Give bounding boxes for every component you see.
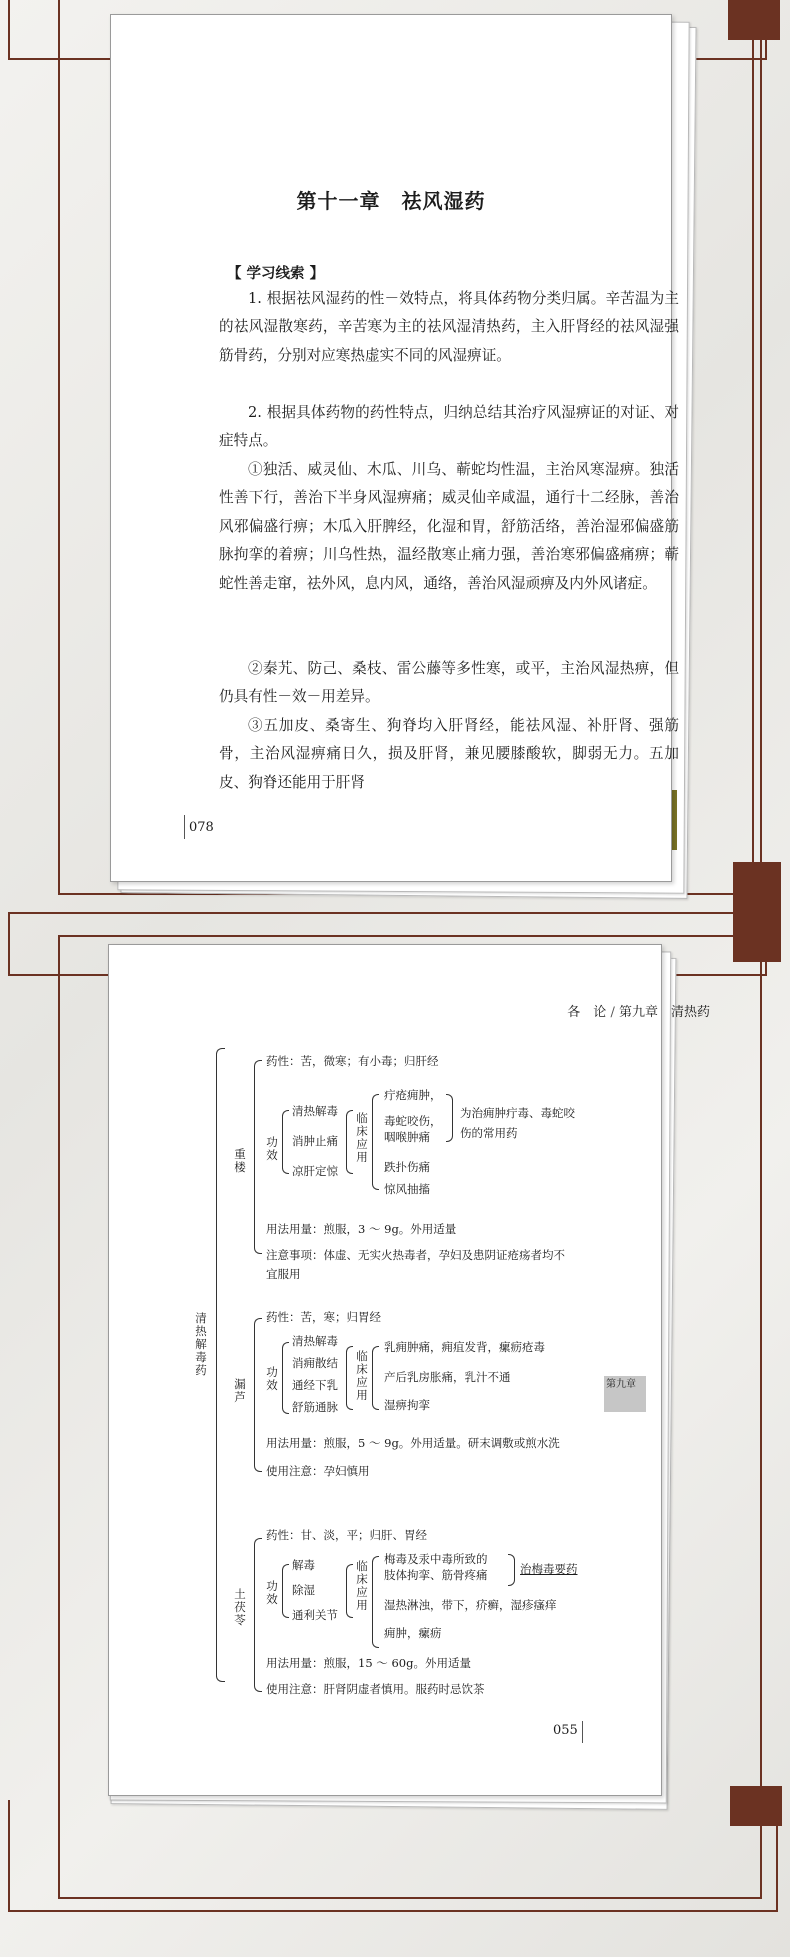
link-bracket: [346, 1564, 353, 1618]
herb-bracket: [254, 1318, 262, 1472]
uses-bracket: [372, 1346, 379, 1410]
header-separator: /: [610, 1005, 615, 1020]
paragraph-2: 2. 根据具体药物的药性特点，归纳总结其治疗风湿痹证的对证、对症特点。: [219, 404, 679, 450]
herb-property: 药性：苦，微寒；有小毒；归肝经: [266, 1054, 439, 1068]
herb-name: 漏芦: [234, 1377, 246, 1404]
header-chapter: 第九章 清热药: [618, 1005, 710, 1020]
dosage: 用法用量：煎服，15 ～ 60g。外用适量: [266, 1656, 471, 1670]
root-bracket: [216, 1048, 225, 1682]
chapter-side-tab: 第九章: [604, 1376, 646, 1412]
clinical-note: 为治痈肿疔毒、毒蛇咬伤的常用药: [460, 1106, 575, 1140]
link-bracket: [346, 1110, 353, 1174]
frame-corner: [733, 912, 781, 962]
chapter-title: 第十一章 祛风湿药: [296, 189, 486, 213]
clinical-use: 痈肿，瘰疬: [384, 1626, 442, 1640]
clinical-use: 肢体拘挛、筋骨疼痛: [384, 1568, 488, 1582]
clinical-use: 梅毒及汞中毒所致的: [384, 1552, 488, 1566]
page-number: 055: [553, 1723, 578, 1738]
paragraph-5: ③五加皮、桑寄生、狗脊均入肝肾经，能祛风湿、补肝肾、强筋骨，主治风湿痹痛日久，损及肝肾，兼见腰膝酸软，脚弱无力。五加皮、狗脊还能用于肝肾: [219, 717, 679, 791]
frame-corner: [730, 1786, 782, 1826]
caution: 注意事项：体虚、无实火热毒者，孕妇及患阴证疮疡者均不宜服用: [266, 1248, 565, 1281]
caution: 使用注意：孕妇慎用: [266, 1464, 370, 1478]
dosage: 用法用量：煎服，5 ～ 9g。外用适量。研末调敷或煎水洗: [266, 1436, 560, 1450]
section-heading: 【 学习线索 】: [227, 266, 325, 282]
efficacy-item: 凉肝定惊: [292, 1164, 338, 1178]
herb-bracket: [254, 1538, 262, 1692]
efficacy-item: 消痈散结: [292, 1356, 338, 1370]
efficacy-item: 通经下乳: [292, 1378, 338, 1392]
clinical-use: 产后乳房胀痛，乳汁不通: [384, 1370, 511, 1384]
efficacy-label: 功效: [266, 1579, 278, 1606]
clinical-use: 咽喉肿痛: [384, 1130, 430, 1144]
herb-property: 药性：苦，寒；归胃经: [266, 1310, 381, 1324]
efficacy-item: 消肿止痛: [292, 1134, 338, 1148]
frame-line: [8, 1800, 778, 1912]
caution: 使用注意：肝肾阴虚者慎用。服药时忌饮茶: [266, 1682, 485, 1696]
efficacy-item: 除湿: [292, 1583, 315, 1597]
root-label: 清热解毒药: [195, 1311, 207, 1377]
header-part: 各 论: [567, 1005, 607, 1020]
clinical-label: 临床应用: [356, 1559, 368, 1612]
page-number-bar: [184, 815, 185, 839]
clinical-note: 治梅毒要药: [520, 1562, 578, 1576]
efficacy-bracket: [282, 1342, 289, 1414]
clinical-use: 毒蛇咬伤，: [384, 1114, 442, 1128]
efficacy-label: 功效: [266, 1135, 278, 1162]
efficacy-item: 解毒: [292, 1558, 315, 1572]
efficacy-label: 功效: [266, 1365, 278, 1392]
clinical-use: 疔疮痈肿，: [384, 1088, 442, 1102]
clinical-use: 惊风抽搐: [384, 1182, 430, 1196]
note-bracket: [446, 1094, 453, 1142]
herb-bracket: [254, 1060, 262, 1254]
efficacy-item: 舒筋通脉: [292, 1400, 338, 1414]
efficacy-bracket: [282, 1564, 289, 1618]
page-number-bar: [582, 1721, 583, 1743]
clinical-label: 临床应用: [356, 1349, 368, 1402]
herb-name: 土茯苓: [234, 1587, 246, 1627]
link-bracket: [346, 1346, 353, 1410]
running-header: [567, 1001, 710, 1020]
book-page-078: [110, 14, 679, 882]
herb-property: 药性：甘、淡，平；归肝、胃经: [266, 1528, 427, 1542]
clinical-use: 湿热淋浊，带下，疥癣，湿疹瘙痒: [384, 1598, 557, 1612]
frame-corner: [728, 0, 780, 40]
page-number: 078: [189, 820, 214, 835]
uses-bracket: [372, 1556, 379, 1648]
paragraph-4: ②秦艽、防己、桑枝、雷公藤等多性寒，或平，主治风湿热痹，但仍具有性－效－用差异。: [219, 660, 679, 706]
clinical-use: 乳痈肿痛，痈疽发背，瘰疬疮毒: [384, 1340, 545, 1354]
frame-line: [752, 40, 754, 892]
efficacy-item: 清热解毒: [292, 1334, 338, 1348]
clinical-label: 临床应用: [356, 1111, 368, 1164]
clinical-use: 湿痹拘挛: [384, 1398, 430, 1412]
dosage: 用法用量：煎服，3 ～ 9g。外用适量: [266, 1222, 457, 1236]
paragraph-1: 1. 根据祛风湿药的性－效特点，将具体药物分类归属。辛苦温为主的祛风湿散寒药，辛苦寒为主的祛风湿清热药，主入肝肾经的祛风湿强筋骨药，分别对应寒热虚实不同的风湿痹证。: [219, 290, 679, 364]
efficacy-bracket: [282, 1110, 289, 1174]
paragraph-3: ①独活、威灵仙、木瓜、川乌、蕲蛇均性温，主治风寒湿痹。独活性善下行，善治下半身风湿痹痛；威灵仙辛咸温，通行十二经脉，善治风邪偏盛行痹；木瓜入肝脾经，化湿和胃，舒筋活络，善治湿邪偏盛筋脉拘挛的着痹；川乌性热，温经散寒止痛力强，善治寒邪偏盛痛痹；蕲蛇性善走窜，祛外风，息内风，通络，善治风湿顽痹及内外风诸症。: [219, 461, 679, 592]
efficacy-item: 清热解毒: [292, 1104, 338, 1118]
efficacy-item: 通利关节: [292, 1608, 338, 1622]
uses-bracket: [372, 1094, 379, 1190]
clinical-use: 跌扑伤痛: [384, 1160, 430, 1174]
note-bracket: [508, 1554, 515, 1586]
herb-name: 重楼: [234, 1147, 246, 1174]
